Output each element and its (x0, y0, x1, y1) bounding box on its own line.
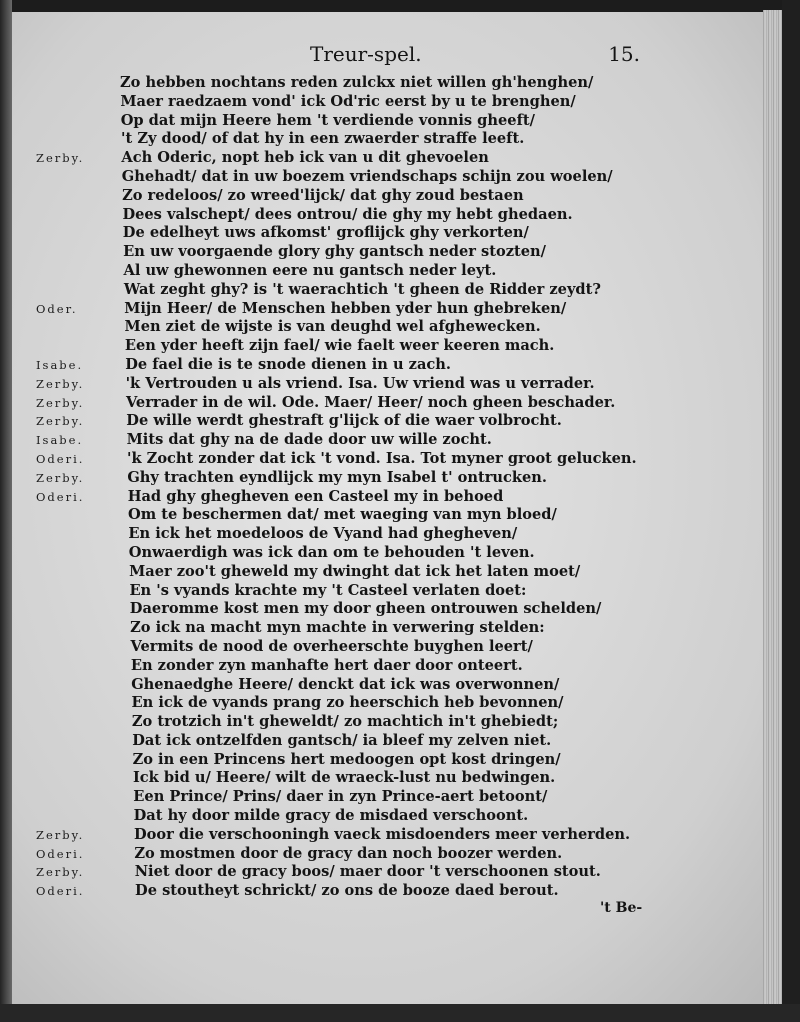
verse-text: Ghehadt/ dat in uw boezem vriendschaps schijn zou woelen/ (121, 167, 613, 185)
verse-line (36, 751, 636, 770)
verse-text: Had ghy ghegheven een Casteel my in behoed (127, 487, 504, 505)
speaker-label: Oderi. (36, 451, 85, 466)
verse-text: Al uw ghewonnen eere nu gantsch neder leyt. (123, 261, 497, 279)
speaker-label: Zerby. (36, 151, 85, 166)
verse-line (36, 506, 636, 525)
scan-border-bottom (0, 1004, 800, 1022)
verse-text: Mits dat ghy na de dade door uw wille zocht. (126, 431, 492, 449)
catchword: 't Be- (600, 900, 643, 916)
verse-line (36, 563, 636, 582)
verse-line (36, 431, 636, 450)
verse-line (36, 300, 636, 319)
verse-text: En uw voorgaende glory ghy gantsch neder stozten/ (123, 243, 546, 261)
speaker-label: Oderi. (36, 884, 85, 899)
verse-line (36, 375, 636, 394)
verse-line (36, 262, 636, 281)
verse-text: Door die verschooningh vaeck misdoenders meer verherden. (134, 825, 631, 843)
verse-line (36, 112, 636, 131)
verse-line (36, 600, 636, 619)
verse-text: En zonder zyn manhafte hert daer door onteert. (130, 656, 523, 674)
verse-text: Dees valschept/ dees ontrou/ die ghy my hebt ghedaen. (122, 205, 573, 223)
verse-line (36, 356, 636, 375)
verse-line (36, 206, 636, 225)
verse-line (36, 488, 636, 507)
verse-text: Vermits de nood de overheerschte buyghen leert/ (130, 637, 533, 655)
verse-line (36, 412, 636, 431)
verse-line (36, 93, 636, 112)
speaker-label: Zerby. (36, 865, 85, 880)
verse-text: Men ziet de wijste is van deughd wel afghewecken. (124, 318, 541, 336)
verse-text: 't Zy dood/ of dat hy in een zwaerder straffe leeft. (121, 130, 525, 148)
verse-line (36, 525, 636, 544)
verse-line (36, 863, 636, 882)
speaker-label: Zerby. (36, 827, 85, 842)
speaker-label: Zerby. (36, 376, 85, 391)
verse-line (36, 149, 636, 168)
verse-text: Verrader in de wil. Ode. Maer/ Heer/ noch gheen beschader. (125, 393, 616, 411)
running-title: Treur-spel. (310, 42, 422, 66)
verse-line (36, 130, 636, 149)
speaker-label: Zerby. (36, 414, 85, 429)
verse-line (36, 788, 636, 807)
verse-text: En ick de vyands prang zo heerschich heb bevonnen/ (131, 694, 564, 712)
verse-text: De edelheyt uws afkomst' groflijck ghy verkorten/ (122, 224, 529, 242)
speaker-label: Isabe. (36, 357, 84, 372)
verse-line (36, 544, 636, 563)
verse-text: Een yder heeft zijn fael/ wie faelt weer keeren mach. (124, 337, 555, 355)
verse-text: En ick het moedeloos de Vyand had ghegheven/ (128, 525, 518, 543)
verse-text: 'k Zocht zonder dat ick 't vond. Isa. Tot myner groot gelucken. (127, 449, 637, 467)
verse-text: Dat hy door milde gracy de misdaed verschoont. (133, 807, 529, 825)
verse-line (36, 187, 636, 206)
verse-line (36, 74, 636, 93)
verse-line (36, 769, 636, 788)
verse-line (36, 694, 636, 713)
verse-line (36, 826, 636, 845)
page-header (300, 42, 640, 72)
verse-line (36, 732, 636, 751)
speaker-label: Oderi. (36, 846, 85, 861)
verse-line (36, 582, 636, 601)
verse-text: Zo in een Princens hert medoogen opt kost dringen/ (132, 750, 561, 768)
verse-text: De wille werdt ghestraft g'lijck of die waer volbrocht. (126, 412, 562, 430)
verse-text: Onwaerdigh was ick dan om te behouden 't leven. (128, 543, 535, 561)
speaker-label: Zerby. (36, 395, 85, 410)
verse-line (36, 807, 636, 826)
verse-line (36, 168, 636, 187)
verse-text: Zo hebben nochtans reden zulckx niet willen gh'henghen/ (120, 74, 594, 91)
scan-border-top (0, 0, 800, 12)
page-number: 15. (608, 42, 640, 66)
verse-line (36, 281, 636, 300)
verse-line (36, 882, 636, 901)
speaker-label: Zerby. (36, 470, 85, 485)
verse-text: Maer zoo't gheweld my dwinght dat ick het laten moet/ (129, 562, 581, 580)
verse-text-block (36, 74, 636, 901)
verse-text: Op dat mijn Heere hem 't verdiende vonnis gheeft/ (120, 111, 535, 129)
verse-text: Zo redeloos/ zo wreed'lijck/ dat ghy zoud bestaen (122, 186, 524, 204)
verse-text: Maer raedzaem vond' ick Od'ric eerst by u te brenghen/ (120, 92, 576, 110)
verse-text: Om te beschermen dat/ met waeging van myn bloed/ (128, 506, 557, 524)
verse-text: Mijn Heer/ de Menschen hebben yder hun ghebreken/ (124, 299, 567, 317)
verse-line (36, 318, 636, 337)
verse-text: Zo trotzich in't gheweldt/ zo machtich in't ghebiedt; (131, 713, 559, 731)
speaker-label: Oder. (36, 301, 78, 316)
verse-line (36, 337, 636, 356)
verse-text: 'k Vertrouden u als vriend. Isa. Uw vriend was u verrader. (125, 374, 595, 392)
verse-text: Wat zeght ghy? is 't waerachtich 't gheen de Ridder zeydt? (123, 280, 601, 298)
verse-line (36, 713, 636, 732)
verse-text: Niet door de gracy boos/ maer door 't verschoonen stout. (134, 863, 601, 881)
verse-text: Daeromme kost men my door gheen ontrouwen schelden/ (129, 600, 602, 618)
scan-border-right (782, 0, 800, 1022)
verse-text: De fael die is te snode dienen in u zach. (125, 355, 451, 373)
verse-text: En 's vyands krachte my 't Casteel verlaten doet: (129, 581, 527, 599)
verse-line (36, 243, 636, 262)
verse-line (36, 638, 636, 657)
verse-line (36, 450, 636, 469)
verse-text: Een Prince/ Prins/ daer in zyn Prince-aert betoont/ (133, 788, 548, 806)
verse-text: Ghenaedghe Heere/ denckt dat ick was overwonnen/ (131, 675, 560, 693)
verse-line (36, 676, 636, 695)
verse-line (36, 394, 636, 413)
verse-text: De stoutheyt schrickt/ zo ons de booze daed berout. (135, 882, 559, 900)
verse-line (36, 469, 636, 488)
verse-text: Ick bid u/ Heere/ wilt de wraeck-lust nu bedwingen. (132, 769, 556, 787)
verse-text: Zo mostmen door de gracy dan noch boozer werden. (134, 844, 563, 862)
verse-line (36, 619, 636, 638)
speaker-label: Isabe. (36, 433, 84, 448)
verse-line (36, 845, 636, 864)
verse-line (36, 224, 636, 243)
verse-text: Ach Oderic, nopt heb ick van u dit ghevoelen (121, 149, 489, 167)
speaker-label: Oderi. (36, 489, 85, 504)
scan-border-left (0, 0, 12, 1022)
verse-text: Dat ick ontzelfden gantsch/ ia bleef my zelven niet. (132, 731, 552, 749)
verse-text: Zo ick na macht myn machte in verwering stelden: (130, 619, 545, 637)
verse-text: Ghy trachten eyndlijck my myn Isabel t' ontrucken. (127, 468, 547, 486)
verse-line (36, 657, 636, 676)
